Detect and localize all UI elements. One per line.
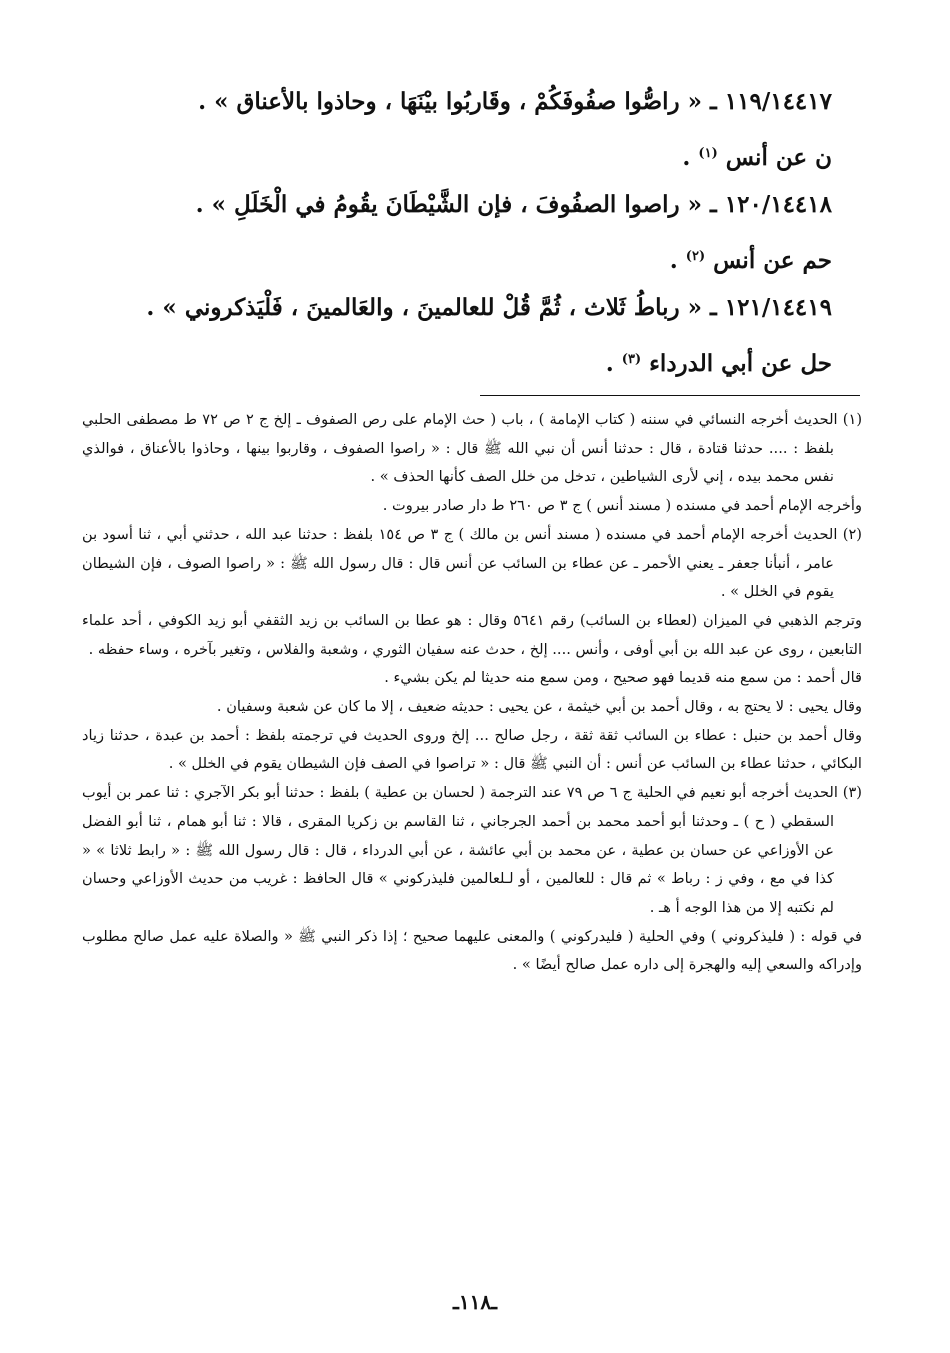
footnote-2-hanbal: وقال أحمد بن حنبل : عطاء بن السائب ثقة ثقة ، رجل صالح ... إلخ وروى الحديث في ترجمته بلفظ : أحمد بن عبدة ، حدثنا زياد البكائي ، حدثنا عطاء بن السائب عن أنس : أن النبي ﷺ قال : « تراصوا في الصف فإن الشيطان يقوم في الخلل » . (82, 726, 862, 773)
footnote-3: (٣) الحديث أخرجه أبو نعيم في الحلية ج ٦ ص ٧٩ عند الترجمة ( لحسان بن عطية ) بلفظ : حدثنا أبو بكر الآجري : ثنا عمر بن أيوب السقطي ( ح ) ـ وحدثنا أبو أحمد محمد بن أحمد الجرجاني ، ثنا القاسم بن زكريا المقرى ، قالا : ثنا أبو همام ، ثنا أبو الفضل عن الأوزاعي عن حسان بن عطية ، عن محمد بن أبي عائشة ، عن أبي الدرداء ، قال : قال رسول الله ﷺ : « رابط ثلاثا » « كذا في مع ، وفي ز : رباط » ثم قال : للعالمين ، أو لـلعالمين فليذركوني » قال الحافظ : غريب من حديث الأوزاعي وحسان لم نكتبه إلا من هذا الوجه أ هـ . (82, 784, 862, 916)
footnote-2-dhahabi: وترجم الذهبي في الميزان (لعطاء بن السائب) رقم ٥٦٤١ وقال : هو عطا بن السائب بن زيد الثقفي أبو زيد الكوفي ، أحد علماء التابعين ، روى عن عبد الله بن أبي أوفى ، وأنس .... إلخ ، حدث عنه سفيان الثوري ، وشعبة والفلاس ، وتغير بآخره ، وساء حفظه . (82, 611, 862, 658)
footnote-3-comment: في قوله : ( فليذكروني ) وفي الحلية ( فليدركوني ) والمعنى عليهما صحيح ؛ إذا ذكر النبي ﷺ « والصلاة عليه عمل صالح مطلوب وإدراكه والسعي إليه والهجرة إلى داره عمل صالح أيضًا » . (82, 927, 862, 974)
source-line-3: حل عن أبي الدرداء $^{(٣)}$ . (605, 349, 832, 377)
footnote-ref-3[interactable]: (٣) (621, 351, 642, 367)
footnote-1-cont: وأخرجه الإمام أحمد في مسنده ( مسند أنس ) ج ٣ ص ٢٦٠ ط دار صادر بيروت . (382, 497, 862, 515)
hadith-119: ١١٩/١٤٤١٧ ـ « راصُّوا صفُوفَكُمْ ، وقَاربُوا بيْنَهَا ، وحاذوا بالأعناق » . (198, 88, 832, 115)
footnote-2-yahya: وقال يحيى : لا يحتج به ، وقال أحمد بن أبي خيثمة ، عن يحيى : حديثه ضعيف ، إلا ما كان عن شعبة وسفيان . (216, 698, 862, 716)
source-line-2: حم عن أنس $^{(٢)}$ . (669, 246, 832, 274)
footnote-2-ahmad: قال أحمد : من سمع منه قديما فهو صحيح ، ومن سمع منه حديثا لم يكن بشيء . (384, 669, 862, 687)
footnotes (82, 406, 862, 980)
footnote-2: (٢) الحديث أخرجه الإمام أحمد في مسنده ( مسند أنس بن مالك ) ج ٣ ص ١٥٤ بلفظ : حدثنا عبد الله ، حدثني أبي ، ثنا أسود بن عامر ، أنبأنا جعفر ـ يعني الأحمر ـ عن عطاء بن السائب عن أنس قال : قال رسول الله ﷺ : « راصوا الصوف ، فإن الشيطان يقوم في الخلل » . (82, 525, 862, 601)
footnote-divider (480, 395, 860, 396)
main-text (92, 78, 832, 387)
footnote-1: (١) الحديث أخرجه النسائي في سننه ( كتاب الإمامة ) ، باب ( حث الإمام على رص الصفوف ـ إلخ ج ٢ ص ٧٢ ط مصطفى الحلبي بلفظ : .... حدثنا قتادة ، قال : حدثنا أنس أن نبي الله ﷺ قال : « راصوا الصفوف ، وقاربوا بينها ، وحاذوا بالأعناق ، فوالذي نفس محمد بيده ، إني لأرى الشياطين ، تدخل من خلل الصف كأنها الحذف » . (82, 411, 863, 486)
source-line-1: ن عن أنس $^{(١)}$ . (682, 143, 832, 171)
footnote-ref-1[interactable]: (١) (698, 145, 718, 161)
page-number: ـ١١٨ـ (453, 1290, 497, 1314)
hadith-121: ١٢١/١٤٤١٩ ـ « رباطُ ثَلاث ، ثُمَّ قُلْ للعالمينَ ، والعَالمينَ ، فَلْيَذكروني » . (146, 294, 832, 321)
hadith-120: ١٢٠/١٤٤١٨ ـ « راصوا الصفُوفَ ، فإن الشَّيْطَانَ يقُومُ في الْخَلَلِ » . (195, 191, 832, 218)
footnote-ref-2[interactable]: (٢) (685, 248, 706, 264)
